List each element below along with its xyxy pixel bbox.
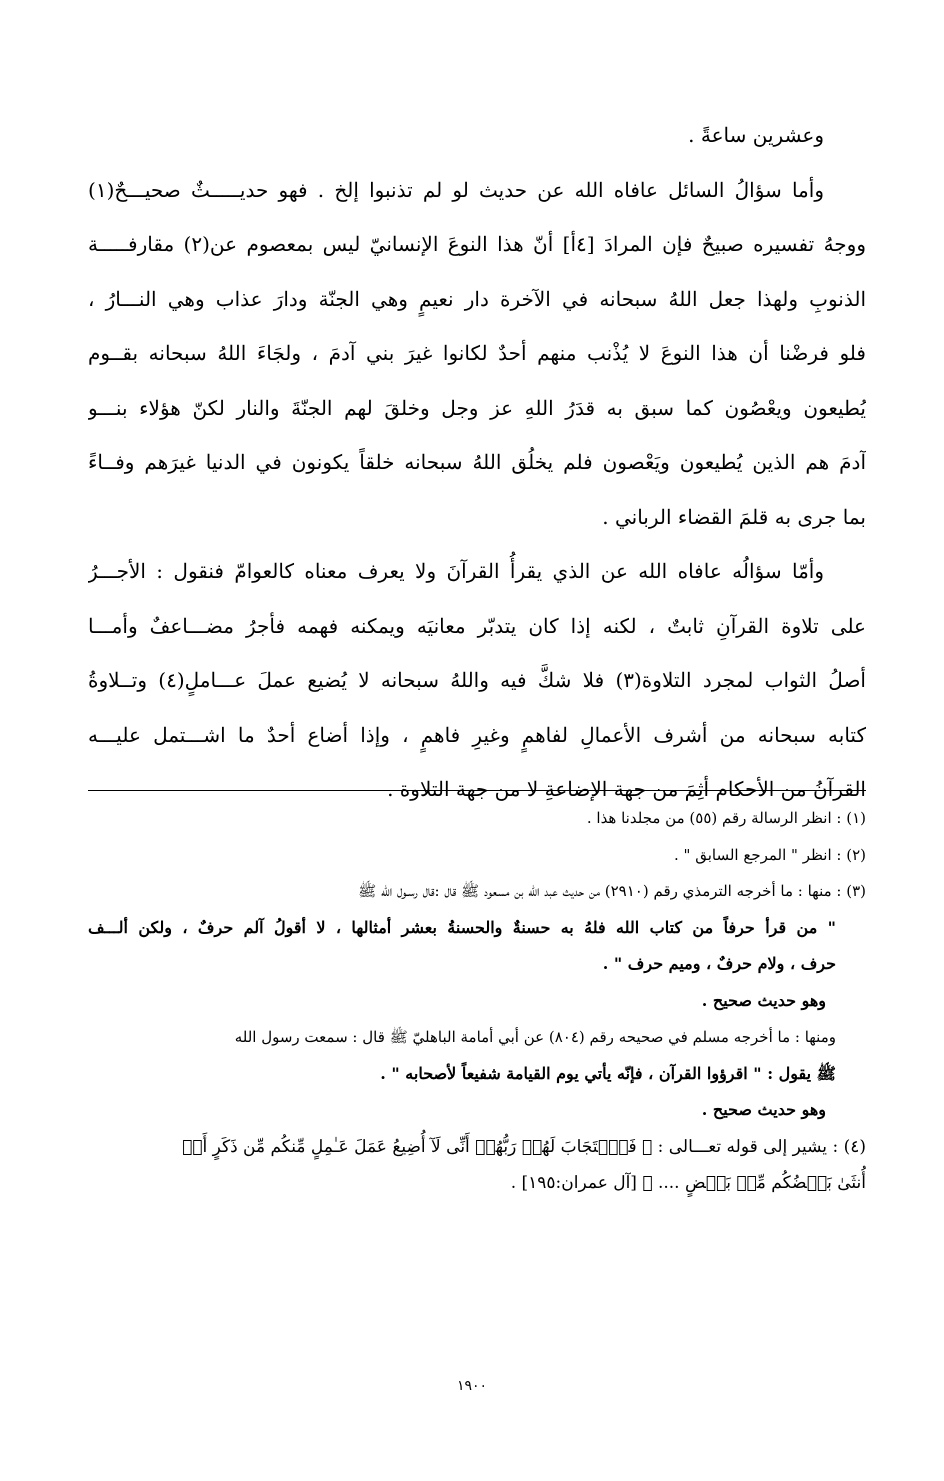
text-line: أصلُ الثواب لمجرد التلاوة(٣) فلا شكَّ فيه واللهُ سبحانه لا يُضيع عملَ عـــاملٍ(٤) وتــلاوةُ	[88, 668, 866, 692]
footnote-4-end: أُنثَىٰ بَعۡضُكُم مِّنۢ بَعۡضٍ .... ﴾ [آل عمران:١٩٥] .	[510, 1173, 866, 1193]
text-line: فلو فرضْنا أن هذا النوعَ لا يُذْنب منهم أحدٌ لكانوا غيرَ بني آدمَ ، ولجَاءَ اللهُ سبحانه بقــوم	[88, 341, 866, 365]
footnote-3: (٣) : منها : ما أخرجه الترمذي رقم (٢٩١٠) من حديث عبد الله بن مسعود ﷺ قال :قال رسـول الله ﷺ	[358, 882, 866, 900]
footnote-2: (٢) : انظر " المرجع السابق " .	[673, 845, 866, 864]
text-line: وأمّا سؤالُه عافاه الله عن الذي يقرأُ القرآنَ ولا يعرف معناه كالعوامّ فنقول : الأجـــرُ	[88, 559, 824, 583]
footnote-divider	[88, 790, 866, 791]
text-line: بما جرى به قلمَ القضاء الرباني .	[602, 504, 866, 529]
text-line: يُطيعون ويعْصُون كما سبق به قدَرُ اللهِ عز وجل وخلقَ لهم الجنّةَ والنار لكنّ هؤلاء بنـــو	[88, 395, 866, 420]
main-text	[88, 108, 866, 817]
text-line: القرآنُ من الأحكام أثِمَ من جهة الإضاعةِ لا من جهة التلاوة .	[387, 777, 866, 801]
text-line: الذنوبِ ولهذا جعل اللهُ سبحانه في الآخرة دار نعيمٍ وهي الجنّة ودارَ عذاب وهي النـــارُ ،	[88, 286, 866, 311]
footnote-4: (٤) : يشير إلى قوله تعـــالى : ﴿ فَٱسۡتَجَابَ لَهُمۡ رَبُّهُمۡ أَنِّى لَآ أُضِيعُ عَمَلَ عَـٰمِلٍ مِّنكُم مِّن ذَكَرٍ أَوۡ	[182, 1136, 866, 1157]
page-number: ١٩٠٠	[456, 1378, 488, 1394]
text-line: وأما سؤالُ السائل عافاه الله عن حديث لو لم تذنبوا إلخ . فهو حديـــــثٌ صحيـــحٌ(١)	[88, 177, 824, 202]
text-line: ووجهُ تفسيره صبيحٌ فإن المرادَ [٤أ] أنّ هذا النوعَ الإنسانيّ ليس بمعصوم عن(٢) مقارفـــــة	[88, 232, 866, 256]
footnote-3-hadith-end: حرف ، ولام حرفٌ ، وميم حرف " .	[602, 954, 836, 973]
footnote-3-grade: وهو حديث صحيح .	[701, 990, 826, 1010]
text-line: وعشرين ساعةً .	[688, 123, 824, 147]
text-line: كتابه سبحانه من أشرف الأعمالِ لفاهمٍ وغيرِ فاهمٍ ، وإذا أضاع أحدٌ ما اشـــتمل عليـــه	[88, 722, 866, 747]
footnote-3-hadith: " من قرأ حرفاً من كتاب الله فلهُ به حسنةٌ والحسنةُ بعشر أمثالها ، لا أقولُ آلم حرفٌ ، ولكن ألـــف	[88, 917, 836, 937]
footnotes	[88, 800, 866, 1202]
text-line: آدمَ هم الذين يُطيعون ويَعْصون فلم يخلُق اللهُ سبحانه خلقاً يكونون في الدنيا غيرَهم وفــاءً	[88, 450, 866, 474]
footnote-3-second: ومنها : ما أخرجه مسلم في صحيحه رقم (٨٠٤) عن أبي أمامة الباهليّ ﷺ قال : سمعت رسول الله	[234, 1028, 836, 1046]
text-line: على تلاوة القرآنِ ثابتٌ ، لكنه إذا كان يتدبّر معانيَه ويمكنه فهمه فأجرُ مضـــاعفٌ وأمـــا	[88, 613, 866, 638]
footnote-1: (١) : انظر الرسالة رقم (٥٥) من مجلدنا هذا .	[586, 809, 866, 827]
footnote-3-second-hadith: ﷺ يقول : " اقرؤوا القرآن ، فإنّه يأتي يوم القيامة شفيعاً لأصحابه " .	[380, 1063, 836, 1083]
footnote-3-grade-2: وهو حديث صحيح .	[701, 1100, 826, 1119]
